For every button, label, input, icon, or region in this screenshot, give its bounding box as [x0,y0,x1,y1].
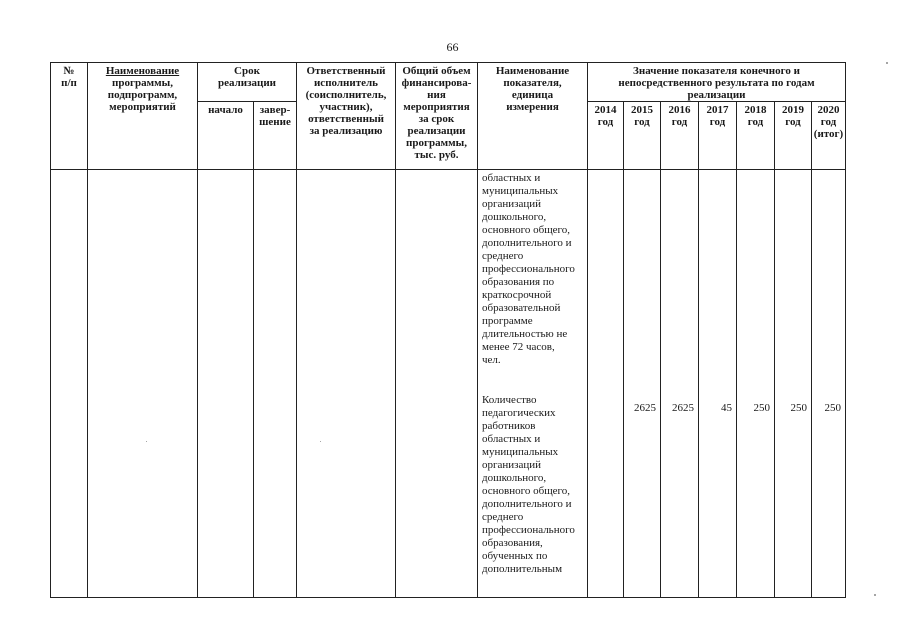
header-term-end: завер- шение [254,102,297,170]
header-term-start: начало [198,102,254,170]
header-name-rest: программы, подпрограмм, мероприятий [107,77,178,113]
header-year-2015: 2015 год [624,102,661,170]
cell-value-2017: 45 [699,170,737,598]
scan-speck [146,441,147,442]
header-num: № п/п [51,63,88,170]
cell-value-2019: 250 [775,170,812,598]
header-year-2019: 2019 год [775,102,812,170]
cell-financing [396,170,478,598]
cell-value-2015: 2625 [624,170,661,598]
header-year-2016: 2016 год [661,102,699,170]
table-row [51,170,846,598]
header-year-2018: 2018 год [737,102,775,170]
scan-speck [320,441,321,442]
cell-indicator [478,170,588,598]
header-term: Срок реализации [198,63,297,102]
header-year-2020: 2020 год (итог) [812,102,846,170]
cell-responsible [297,170,396,598]
cell-value-2014 [588,170,624,598]
page-number: 66 [446,40,459,54]
cell-value-2018: 250 [737,170,775,598]
header-values-group: Значение показателя конечного и непосредственного результата по годам реализации [588,63,846,102]
cell-name [88,170,198,598]
cell-num [51,170,88,598]
cell-value-2016: 2625 [661,170,699,598]
indicator-text-continued: областных и муниципальных организаций дошкольного, основного общего, дополнительного и среднего профессионального образования по краткосрочной образовательной программе длительностью не менее 72 часов, чел. [482,172,575,366]
indicator-text-next: Количество педагогических работников областных и муниципальных организаций дошкольного, основного общего, дополнительного и среднего профессионального образования, обученных по дополнительным [482,394,575,575]
header-year-2014: 2014 год [588,102,624,170]
cell-term-end [254,170,297,598]
indicators-table [50,62,846,598]
header-year-2017: 2017 год [699,102,737,170]
scan-speck [874,594,876,596]
header-name [88,63,198,170]
cell-term-start [198,170,254,598]
header-indicator: Наименование показателя, единица измерения [478,63,588,170]
cell-value-2020: 250 [812,170,846,598]
header-name-title: Наименование [105,65,180,77]
header-responsible: Ответственный исполнитель (соисполнитель, участник), ответственный за реализацию [297,63,396,170]
scan-speck [886,62,888,64]
header-financing: Общий объем финансирова- ния мероприятия за срок реализации программы, тыс. руб. [396,63,478,170]
